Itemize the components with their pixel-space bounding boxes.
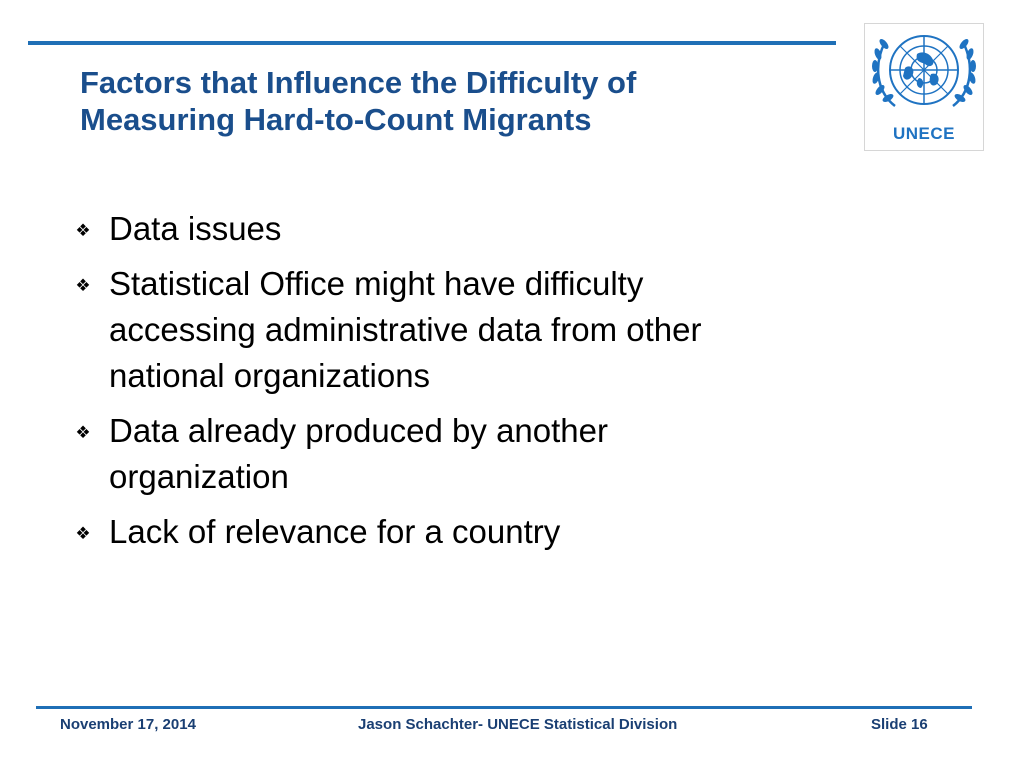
diamond-bullet-icon: ❖ xyxy=(75,276,91,295)
bullet-item xyxy=(72,261,852,399)
unece-logo xyxy=(864,23,984,151)
bullet-text: Lack of relevance for a country xyxy=(109,513,561,550)
top-divider xyxy=(28,41,836,45)
bottom-divider xyxy=(36,706,972,709)
bullet-text: Statistical Office might have difficulty xyxy=(109,265,644,302)
bullet-text: accessing administrative data from other xyxy=(109,311,702,348)
slide-title-line-1: Factors that Influence the Difficulty of xyxy=(80,65,637,100)
slide-title-line-2: Measuring Hard-to-Count Migrants xyxy=(80,102,592,137)
bullet-text: organization xyxy=(109,458,289,495)
bullet-text: national organizations xyxy=(109,357,431,394)
logo-label: UNECE xyxy=(892,124,955,143)
diamond-bullet-icon: ❖ xyxy=(75,221,91,240)
footer-date: November 17, 2014 xyxy=(60,716,196,733)
un-emblem-icon xyxy=(865,24,983,124)
diamond-bullet-icon: ❖ xyxy=(75,524,91,543)
bullet-text: Data issues xyxy=(109,210,282,247)
footer-author: Jason Schachter- UNECE Statistical Division xyxy=(358,716,678,733)
bullet-item xyxy=(72,206,852,252)
bullet-text: Data already produced by another xyxy=(109,412,608,449)
slide-title xyxy=(80,64,840,138)
slide-number: Slide 16 xyxy=(871,716,928,733)
bullet-item xyxy=(72,509,852,555)
diamond-bullet-icon: ❖ xyxy=(75,423,91,442)
bullet-item xyxy=(72,408,852,500)
bullet-list xyxy=(72,206,852,564)
